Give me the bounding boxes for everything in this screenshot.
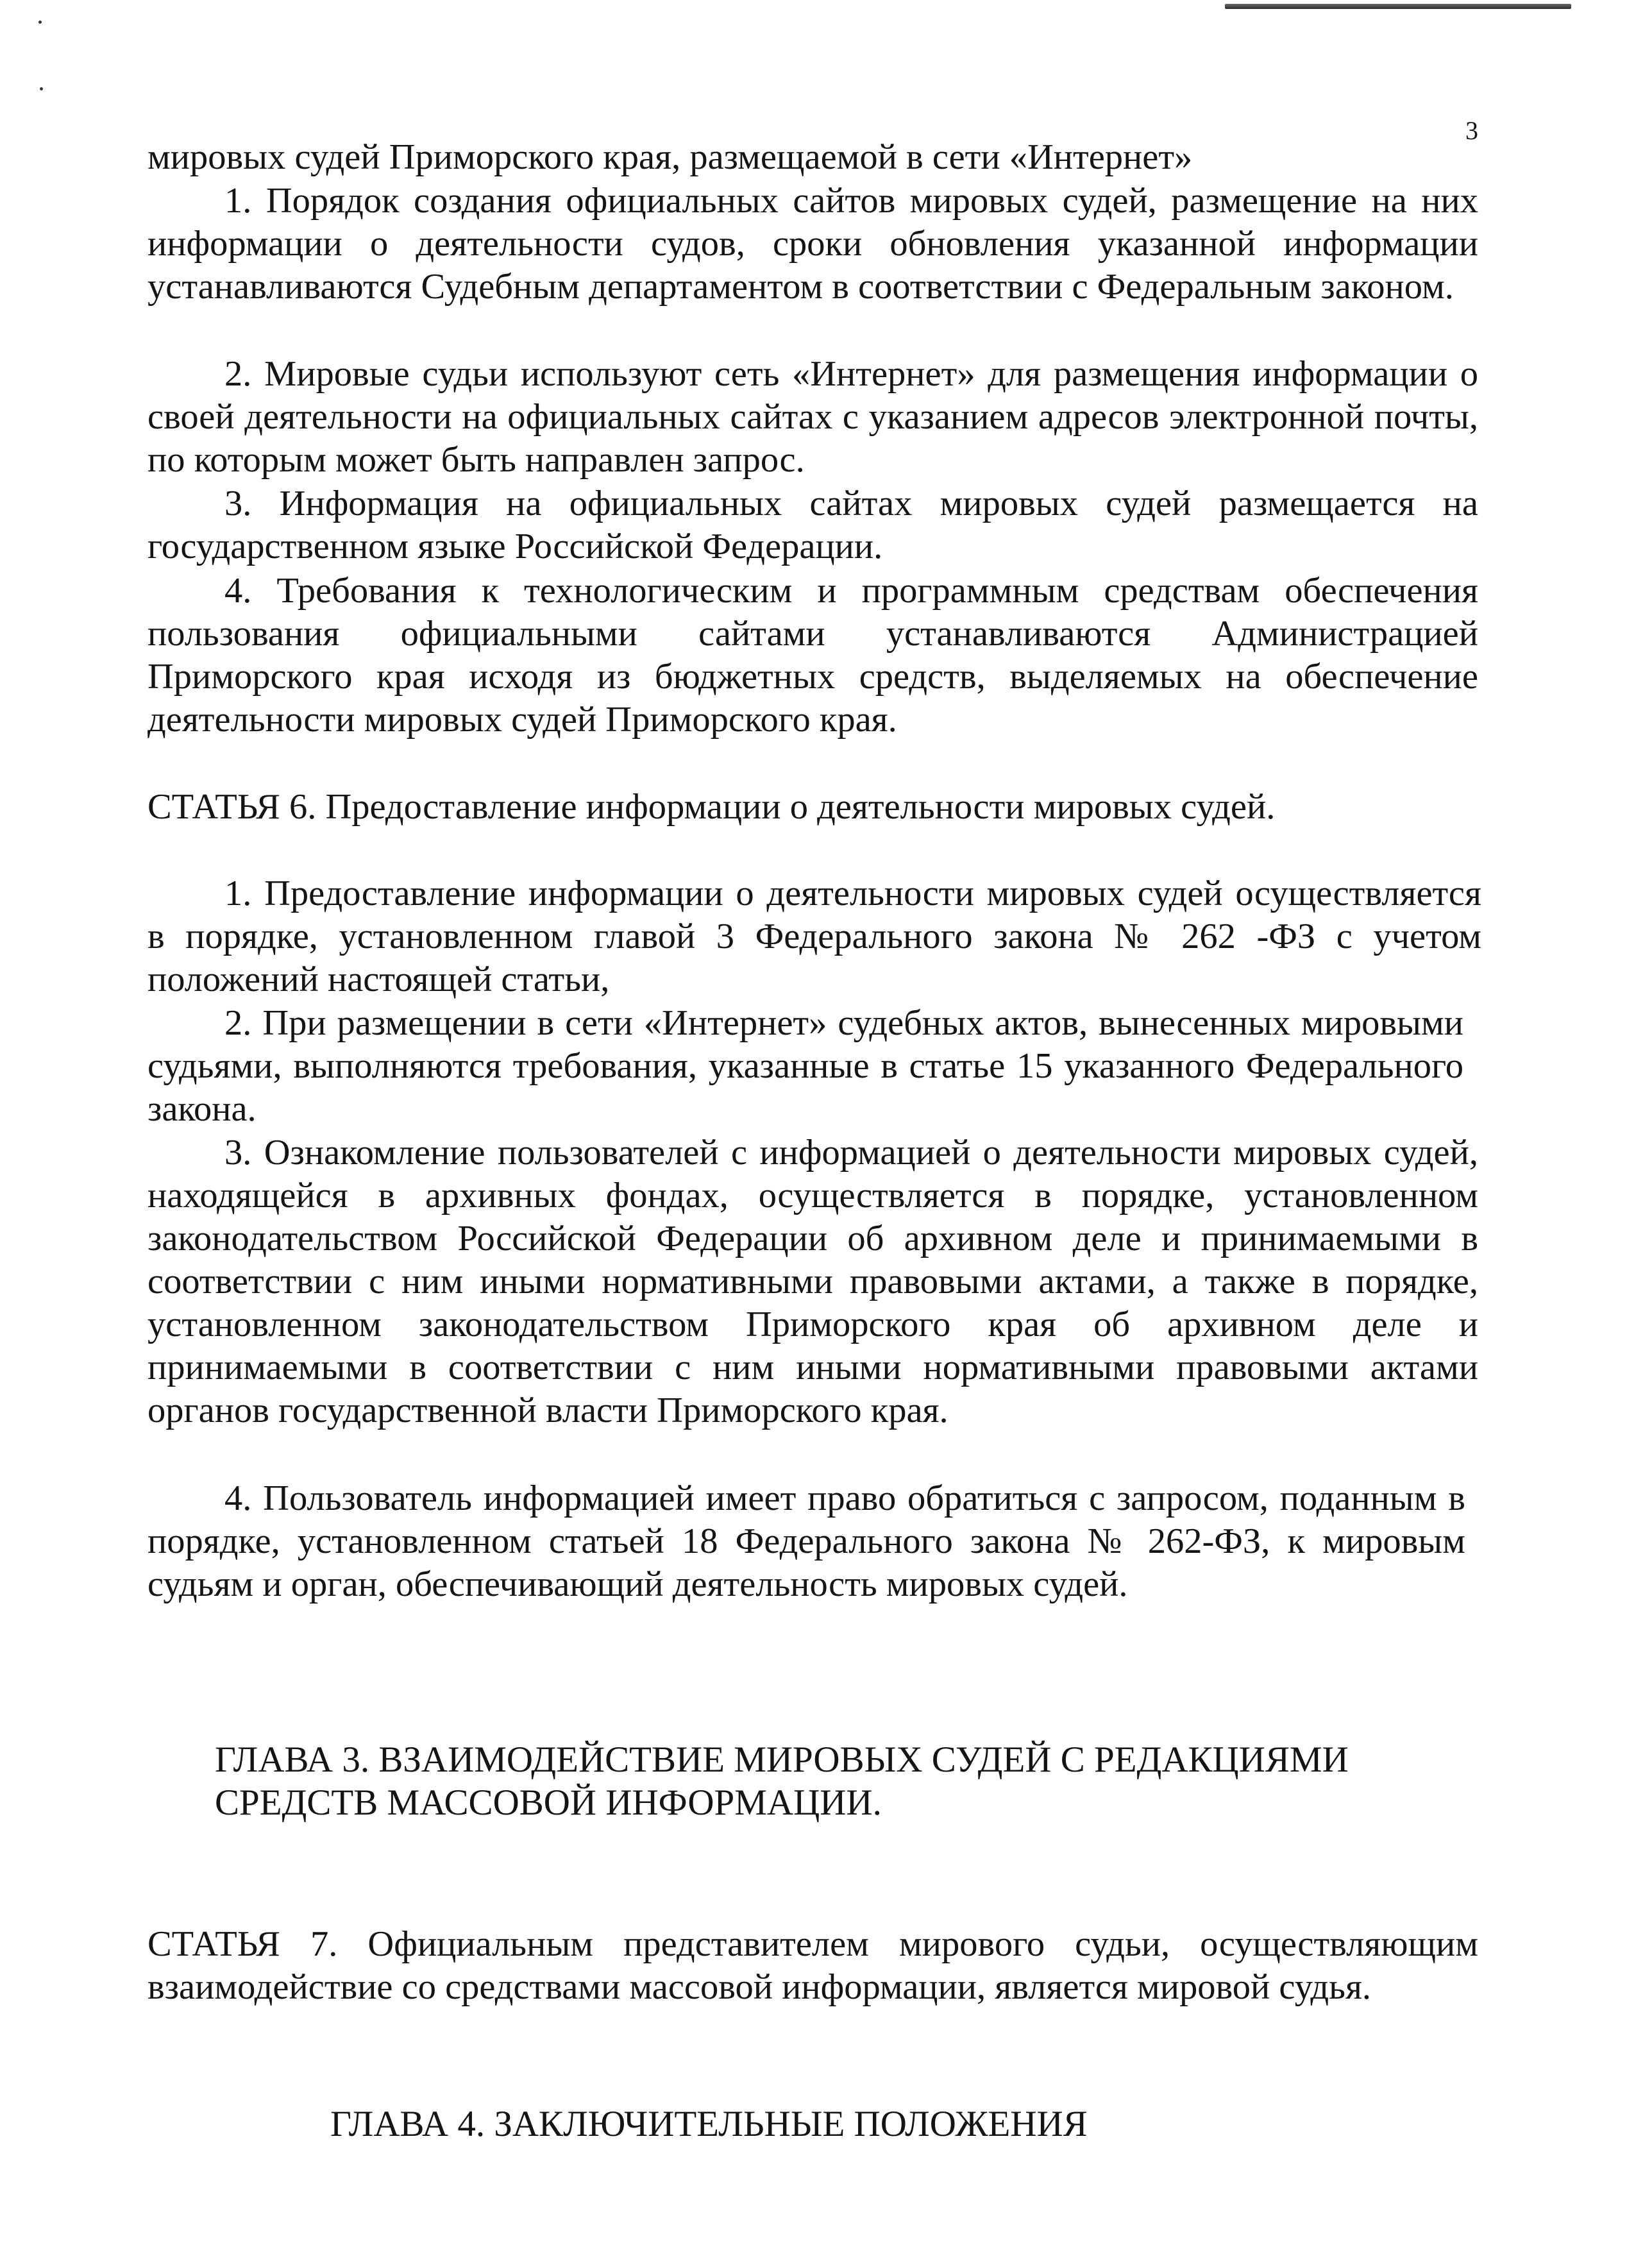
scan-artifact-dot <box>38 21 42 24</box>
article6-item-4: 4. Пользователь информацией имеет право обратиться с запросом, поданным в порядке, установленном статьей 18 Федерального закона № 262-ФЗ, к мировым судьям и орган, обеспечивающий деятельность мировых судей. <box>148 1478 1465 1604</box>
chapter3-title: ГЛАВА 3. ВЗАИМОДЕЙСТВИЕ МИРОВЫХ СУДЕЙ С РЕДАКЦИЯМИ СРЕДСТВ МАССОВОЙ ИНФОРМАЦИИ. <box>215 1739 1349 1823</box>
article5-item-2: 2. Мировые судьи используют сеть «Интернет» для размещения информации о своей деятельности на официальных сайтах с указанием адресов электронной почты, по которым может быть направлен запрос. <box>148 354 1478 480</box>
article5-item-4: 4. Требования к технологическим и программным средствам обеспечения пользования официальными сайтами устанавливаются Администрацией Приморского края исходя из бюджетных средств, выделяемых на обеспечение деятельности мировых судей Приморского края. <box>148 571 1478 740</box>
article6-item-3: 3. Ознакомление пользователей с информацией о деятельности мировых судей, находящейся в архивных фондах, осуществляется в порядке, установленном законодательством Российской Федерации об архивном деле и принимаемыми в соответствии с ним иными нормативными правовыми актами, а также в порядке, установленном законодательством Приморского края об архивном деле и принимаемыми в соответствии с ним иными нормативными правовыми актами органов государственной власти Приморского края. <box>148 1133 1478 1430</box>
chapter4-title: ГЛАВА 4. ЗАКЛЮЧИТЕЛЬНЫЕ ПОЛОЖЕНИЯ <box>330 2104 1088 2144</box>
article7-text: СТАТЬЯ 7. Официальным представителем мирового судьи, осуществляющим взаимодействие со средствами массовой информации, является мировой судья. <box>148 1924 1478 2007</box>
article6-title: СТАТЬЯ 6. Предоставление информации о деятельности мировых судей. <box>148 787 1276 827</box>
article5-item-1: 1. Порядок создания официальных сайтов мировых судей, размещение на них информации о деятельности судов, сроки обновления указанной информации устанавливаются Судебным департаментом в соответствии с Федеральным законом. <box>148 181 1478 307</box>
article5-item-3: 3. Информация на официальных сайтах мировых судей размещается на государственном языке Российской Федерации. <box>148 484 1478 566</box>
article6-item-1: 1. Предоставление информации о деятельности мировых судей осуществляется в порядке, установленном главой 3 Федерального закона № 262 -ФЗ с учетом положений настоящей статьи, <box>148 874 1481 999</box>
article5-intro-line: мировых судей Приморского края, размещаемой в сети «Интернет» <box>148 137 1193 177</box>
scan-artifact-line <box>1225 4 1571 9</box>
article6-item-2: 2. При размещении в сети «Интернет» судебных актов, вынесенных мировыми судьями, выполняются требования, указанные в статье 15 указанного Федерального закона. <box>148 1003 1463 1129</box>
scan-artifact-dot <box>40 87 43 90</box>
page-number: 3 <box>1465 116 1478 145</box>
